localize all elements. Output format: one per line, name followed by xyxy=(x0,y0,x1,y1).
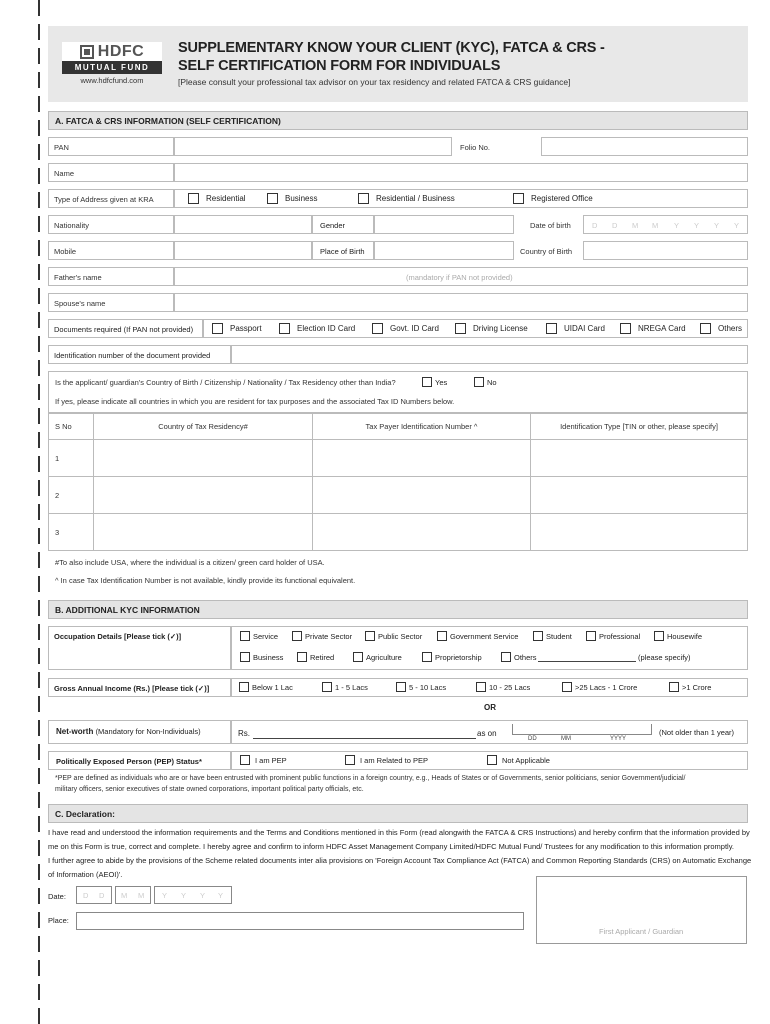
option-student: Student xyxy=(546,632,572,641)
signature-label: First Applicant / Guardian xyxy=(599,927,684,936)
option-others-doc: Others xyxy=(718,324,743,333)
date-d2: D xyxy=(99,891,105,900)
option-agriculture: Agriculture xyxy=(366,653,402,662)
networth-hint: (Mandatory for Non-Individuals) xyxy=(95,727,201,736)
nationality-label: Nationality xyxy=(48,215,174,234)
checkbox-business[interactable] xyxy=(267,193,278,204)
date-y2: Y xyxy=(181,891,187,900)
checkbox-uidai[interactable] xyxy=(546,323,557,334)
id-type-cell[interactable] xyxy=(531,514,748,551)
spouses-name-field[interactable] xyxy=(174,293,748,312)
option-business-occ: Business xyxy=(253,653,284,662)
option-yes: Yes xyxy=(435,378,448,387)
table-row xyxy=(49,514,748,551)
dob-y4: Y xyxy=(734,221,740,230)
fathers-name-label: Father's name xyxy=(48,267,174,286)
tax-residency-table xyxy=(48,413,748,551)
mobile-label: Mobile xyxy=(48,241,174,260)
date-d1: D xyxy=(83,891,89,900)
checkbox-professional[interactable] xyxy=(586,631,596,641)
docs-required-label: Documents required (If PAN not provided) xyxy=(48,319,203,338)
option-5-10-lacs: 5 - 10 Lacs xyxy=(409,683,447,692)
dob-label: Date of birth xyxy=(530,221,571,230)
checkbox-nrega[interactable] xyxy=(620,323,631,334)
table-row xyxy=(49,477,748,514)
gender-label: Gender xyxy=(312,215,374,234)
checkbox-public-sector[interactable] xyxy=(365,631,375,641)
checkbox-housewife[interactable] xyxy=(654,631,664,641)
date-y1: Y xyxy=(162,891,168,900)
id-type-cell[interactable] xyxy=(531,440,748,477)
name-label: Name xyxy=(48,163,174,182)
checkbox-others-doc[interactable] xyxy=(700,323,711,334)
tin-cell[interactable] xyxy=(313,477,531,514)
name-field[interactable] xyxy=(174,163,748,182)
option-residential-business: Residential / Business xyxy=(376,194,455,203)
country-of-birth-label: Country of Birth xyxy=(520,247,573,256)
option-business: Business xyxy=(285,194,318,203)
date-y4: Y xyxy=(218,891,224,900)
option-registered-office: Registered Office xyxy=(531,194,593,203)
tax-residency-question: Is the applicant/ guardian's Country of Birth / Citizenship / Nationality / Tax Residency other than India? xyxy=(55,378,396,387)
option-private-sector: Private Sector xyxy=(305,632,353,641)
declaration-line2: me on this Form is true, correct and complete. I hereby agree and confirm to inform HDFC Asset Management Company Limited/HDFC Mutual Fund/ Trustees for any modification to this information promptly. xyxy=(48,842,734,851)
option-not-applicable: Not Applicable xyxy=(502,756,550,765)
option-professional: Professional xyxy=(599,632,641,641)
section-c-title: C. Declaration: xyxy=(48,804,748,823)
pep-definition-line2: military officers, senior executives of state owned corporations, important political party officials, etc. xyxy=(55,786,364,793)
dob-m2: M xyxy=(652,221,659,230)
dob-y1: Y xyxy=(674,221,680,230)
tin-cell[interactable] xyxy=(313,514,531,551)
rs-label: Rs. xyxy=(238,729,250,738)
logo-name: HDFC xyxy=(97,42,145,60)
spouses-name-label: Spouse's name xyxy=(48,293,174,312)
dob-d1: D xyxy=(592,221,598,230)
place-of-birth-field[interactable] xyxy=(374,241,514,260)
option-govt-id: Govt. ID Card xyxy=(390,324,439,333)
option-proprietorship: Proprietorship xyxy=(435,653,482,662)
checkbox-driving-license[interactable] xyxy=(455,323,466,334)
occupation-label: Occupation Details [Please tick (✓)] xyxy=(48,626,231,670)
option-government-service: Government Service xyxy=(450,632,519,641)
declaration-line4: of Information (AEOI)'. xyxy=(48,870,123,879)
option-below-1-lac: Below 1 Lac xyxy=(252,683,293,692)
col-country: Country of Tax Residency# xyxy=(94,414,313,440)
option-no: No xyxy=(487,378,497,387)
checkbox-business-occ[interactable] xyxy=(240,652,250,662)
option-above-1-crore: >1 Crore xyxy=(682,683,712,692)
checkbox-private-sector[interactable] xyxy=(292,631,302,641)
if-yes-instruction: If yes, please indicate all countries in which you are resident for tax purposes and the associated Tax ID Numbers below. xyxy=(55,397,455,406)
date-label: Date: xyxy=(48,892,66,901)
option-driving-license: Driving License xyxy=(473,324,528,333)
checkbox-above-1-crore[interactable] xyxy=(669,682,679,692)
row-number: 3 xyxy=(49,514,94,551)
checkbox-yes[interactable] xyxy=(422,377,432,387)
checkbox-25-lacs-1-crore[interactable] xyxy=(562,682,572,692)
declaration-line1: I have read and understood the information requirements and the Terms and Conditions mentioned in this Form (read alongwith the FATCA & CRS Instructions) and hereby confirm that the information provided by xyxy=(48,828,750,837)
checkbox-election-id[interactable] xyxy=(279,323,290,334)
dob-m1: M xyxy=(632,221,639,230)
checkbox-retired[interactable] xyxy=(297,652,307,662)
hdfc-logo-icon xyxy=(80,45,94,59)
checkbox-below-1-lac[interactable] xyxy=(239,682,249,692)
form-title-line1: SUPPLEMENTARY KNOW YOUR CLIENT (KYC), FATCA & CRS - xyxy=(178,40,605,56)
checkbox-5-10-lacs[interactable] xyxy=(396,682,406,692)
option-election-id: Election ID Card xyxy=(297,324,356,333)
country-cell[interactable] xyxy=(94,440,313,477)
networth-label-cell xyxy=(48,720,231,744)
checkbox-1-5-lacs[interactable] xyxy=(322,682,332,692)
tin-cell[interactable] xyxy=(313,440,531,477)
as-on-date-field[interactable] xyxy=(512,724,652,735)
checkbox-agriculture[interactable] xyxy=(353,652,363,662)
checkbox-government-service[interactable] xyxy=(437,631,447,641)
id-number-label: Identification number of the document provided xyxy=(48,345,231,364)
not-older-note: (Not older than 1 year) xyxy=(659,728,735,737)
id-type-cell[interactable] xyxy=(531,477,748,514)
nationality-field[interactable] xyxy=(174,215,312,234)
dob-field[interactable] xyxy=(583,215,748,234)
checkbox-registered-office[interactable] xyxy=(513,193,524,204)
row-number: 1 xyxy=(49,440,94,477)
checkbox-related-to-pep[interactable] xyxy=(345,755,355,765)
footnote-hash: #To also include USA, where the individual is a citizen/ green card holder of USA. xyxy=(55,558,325,567)
option-public-sector: Public Sector xyxy=(378,632,423,641)
form-title-line2: SELF CERTIFICATION FORM FOR INDIVIDUALS xyxy=(178,58,501,74)
country-cell[interactable] xyxy=(94,477,313,514)
checkbox-not-applicable[interactable] xyxy=(487,755,497,765)
checkbox-passport[interactable] xyxy=(212,323,223,334)
option-i-am-pep: I am PEP xyxy=(255,756,287,765)
checkbox-no[interactable] xyxy=(474,377,484,387)
option-uidai: UIDAI Card xyxy=(564,324,605,333)
networth-amount-line[interactable] xyxy=(253,738,476,739)
income-label: Gross Annual Income (Rs.) [Please tick (✓)] xyxy=(48,678,231,697)
pan-field[interactable] xyxy=(174,137,452,156)
country-of-birth-field[interactable] xyxy=(583,241,748,260)
fathers-name-hint: (mandatory if PAN not provided) xyxy=(406,273,513,282)
option-retired: Retired xyxy=(310,653,335,662)
gender-field[interactable] xyxy=(374,215,514,234)
checkbox-service[interactable] xyxy=(240,631,250,641)
table-row xyxy=(49,440,748,477)
section-a-title: A. FATCA & CRS INFORMATION (SELF CERTIFICATION) xyxy=(48,111,748,130)
address-type-label: Type of Address given at KRA xyxy=(48,189,174,208)
address-type-options xyxy=(174,189,748,208)
form-subtitle: [Please consult your professional tax advisor on your tax residency and related FATCA & CRS guidance] xyxy=(178,77,571,87)
dob-y2: Y xyxy=(694,221,700,230)
folio-field[interactable] xyxy=(541,137,748,156)
place-of-birth-label: Place of Birth xyxy=(312,241,374,260)
please-specify: (please specify) xyxy=(638,653,691,662)
date-m1: M xyxy=(121,891,128,900)
date-y3: Y xyxy=(200,891,206,900)
col-sno: S No xyxy=(49,414,94,440)
cut-line xyxy=(38,0,40,1024)
pep-label: Politically Exposed Person (PEP) Status* xyxy=(48,751,231,770)
id-number-field[interactable] xyxy=(231,345,748,364)
place-label: Place: xyxy=(48,916,69,925)
logo-subtitle: MUTUAL FUND xyxy=(62,61,162,74)
option-residential: Residential xyxy=(206,194,246,203)
option-passport: Passport xyxy=(230,324,262,333)
others-specify-line[interactable] xyxy=(538,661,636,662)
checkbox-10-25-lacs[interactable] xyxy=(476,682,486,692)
yyyy-label: YYYY xyxy=(610,736,627,742)
mobile-field[interactable] xyxy=(174,241,312,260)
col-tin: Tax Payer Identification Number ^ xyxy=(313,414,531,440)
option-others-occ: Others xyxy=(514,653,537,662)
option-service: Service xyxy=(253,632,279,641)
declaration-text xyxy=(48,826,753,882)
hdfc-logo xyxy=(62,42,162,85)
option-1-5-lacs: 1 - 5 Lacs xyxy=(335,683,368,692)
option-housewife: Housewife xyxy=(667,632,703,641)
dob-d2: D xyxy=(612,221,618,230)
mm-label: MM xyxy=(561,736,571,742)
country-cell[interactable] xyxy=(94,514,313,551)
option-nrega: NREGA Card xyxy=(638,324,686,333)
logo-url: www.hdfcfund.com xyxy=(80,76,144,85)
checkbox-proprietorship[interactable] xyxy=(422,652,432,662)
as-on-label: as on xyxy=(477,729,497,738)
networth-label: Net-worth xyxy=(56,727,94,736)
date-dd-box[interactable] xyxy=(76,886,112,904)
checkbox-others-occ[interactable] xyxy=(501,652,511,662)
footnote-caret: ^ In case Tax Identification Number is not available, kindly provide its functional equivalent. xyxy=(55,576,356,585)
section-b-title: B. ADDITIONAL KYC INFORMATION xyxy=(48,600,748,619)
checkbox-residential-business[interactable] xyxy=(358,193,369,204)
col-id-type: Identification Type [TIN or other, please specify] xyxy=(531,414,748,440)
pep-definition-line1: *PEP are defined as individuals who are or have been entrusted with prominent public functions in a foreign country, e.g., Heads of States or of Governments, senior politicians, senior Government/judicial/ xyxy=(55,775,686,782)
option-10-25-lacs: 10 - 25 Lacs xyxy=(489,683,531,692)
row-number: 2 xyxy=(49,477,94,514)
form-header xyxy=(48,26,748,102)
checkbox-i-am-pep[interactable] xyxy=(240,755,250,765)
option-25-lacs-1-crore: >25 Lacs - 1 Crore xyxy=(575,683,638,692)
or-separator: OR xyxy=(484,703,496,712)
folio-label: Folio No. xyxy=(460,143,491,152)
checkbox-student[interactable] xyxy=(533,631,543,641)
checkbox-residential[interactable] xyxy=(188,193,199,204)
dd-label: DD xyxy=(528,736,537,742)
declaration-line3: I further agree to abide by the provisions of the Scheme related documents inter alia provisions on 'Foreign Account Tax Compliance Act (FATCA) and Common Reporting Standards (CRS) on Automatic Exchange xyxy=(48,856,752,865)
checkbox-govt-id[interactable] xyxy=(372,323,383,334)
option-related-to-pep: I am Related to PEP xyxy=(360,756,428,765)
dob-y3: Y xyxy=(714,221,720,230)
pan-label: PAN xyxy=(48,137,174,156)
date-m2: M xyxy=(138,891,145,900)
place-field[interactable] xyxy=(76,912,524,930)
